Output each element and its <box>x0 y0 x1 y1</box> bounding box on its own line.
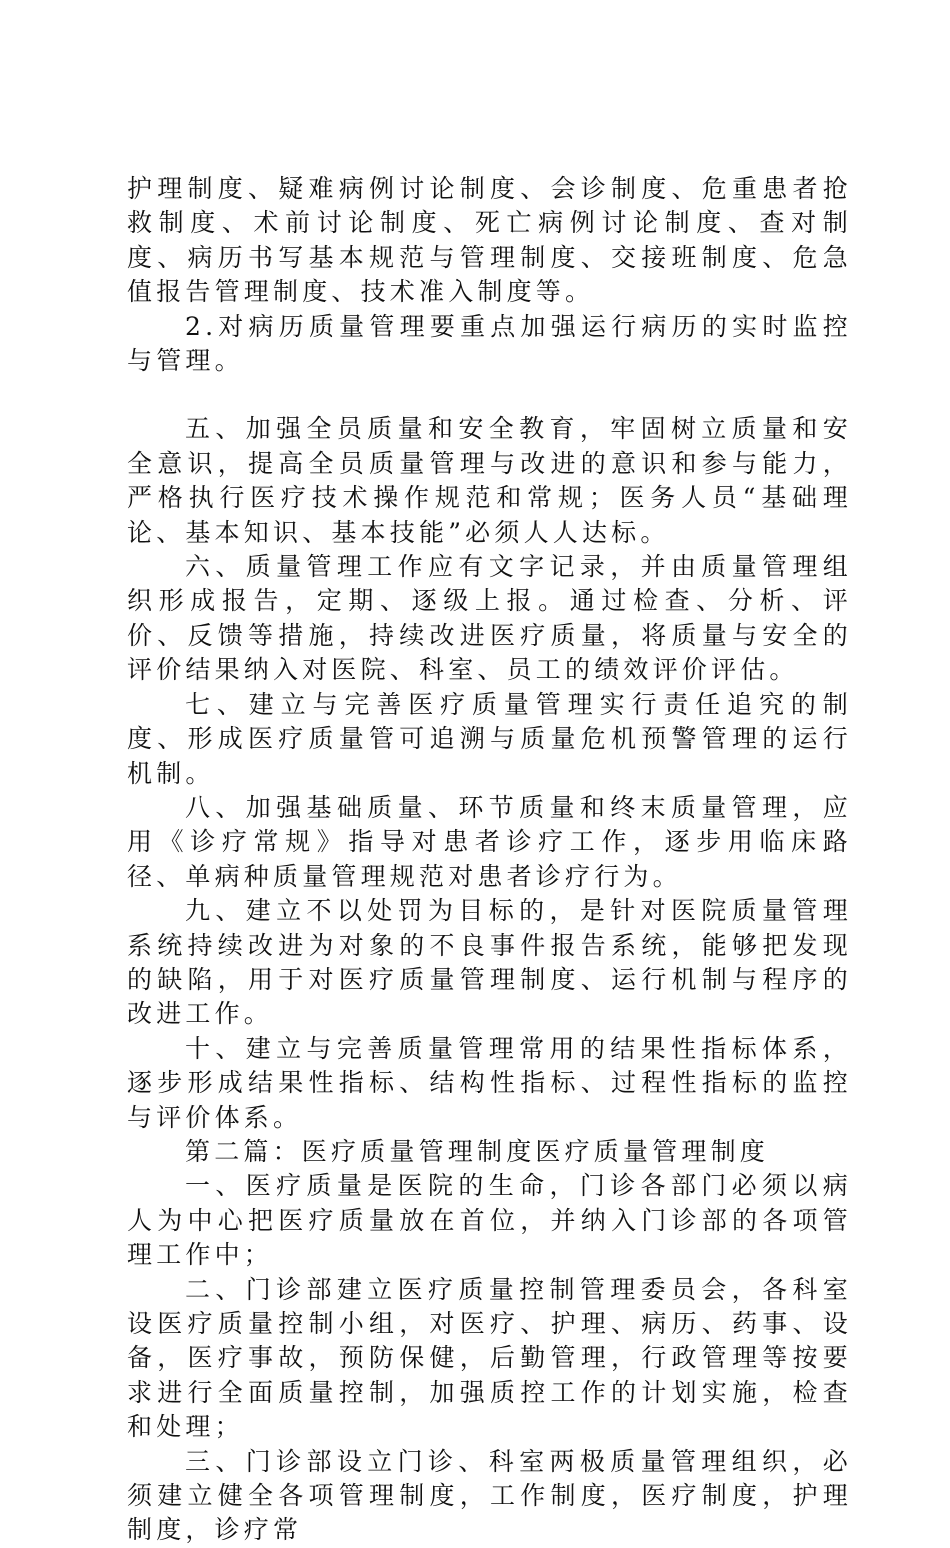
paragraph-item-2: 2.对病历质量管理要重点加强运行病历的实时监控与管理。 <box>127 311 852 376</box>
paragraph-part2-item-1: 一、医疗质量是医院的生命，门诊各部门必须以病人为中心把医疗质量放在首位，并纳入门诊部的各项管理工作中； <box>127 1171 852 1270</box>
paragraph-section-5: 五、加强全员质量和安全教育，牢固树立质量和安全意识，提高全员质量管理与改进的意识和参与能力，严格执行医疗技术操作规范和常规；医务人员“基础理论、基本知识、基本技能”必须人人达标。 <box>127 414 852 547</box>
chapter-heading-part-2: 第二篇：医疗质量管理制度医疗质量管理制度 <box>185 1136 770 1166</box>
paragraph-section-6: 六、质量管理工作应有文字记录，并由质量管理组织形成报告，定期、逐级上报。通过检查、分析、评价、反馈等措施，持续改进医疗质量，将质量与安全的评价结果纳入对医院、科室、员工的绩效评价评估。 <box>127 552 852 685</box>
paragraph-section-10: 十、建立与完善质量管理常用的结果性指标体系，逐步形成结果性指标、结构性指标、过程性指标的监控与评价体系。 <box>127 1033 852 1132</box>
paragraph-part2-item-2: 二、门诊部建立医疗质量控制管理委员会，各科室设医疗质量控制小组，对医疗、护理、病历、药事、设备，医疗事故，预防保健，后勤管理，行政管理等按要求进行全面质量控制，加强质控工作的计划实施，检查和处理； <box>127 1274 852 1442</box>
paragraph-section-7: 七、建立与完善医疗质量管理实行责任追究的制度、形成医疗质量管可追溯与质量危机预警管理的运行机制。 <box>127 689 852 788</box>
document-body <box>127 172 852 1548</box>
paragraph-part2-item-3: 三、门诊部设立门诊、科室两极质量管理组织，必须建立健全各项管理制度，工作制度，医疗制度，护理制度，诊疗常 <box>127 1446 852 1545</box>
paragraph-continued-systems-list: 护理制度、疑难病例讨论制度、会诊制度、危重患者抢救制度、术前讨论制度、死亡病例讨论制度、查对制度、病历书写基本规范与管理制度、交接班制度、危急值报告管理制度、技术准入制度等。 <box>127 174 852 307</box>
paragraph-section-9: 九、建立不以处罚为目标的，是针对医院质量管理系统持续改进为对象的不良事件报告系统，能够把发现的缺陷，用于对医疗质量管理制度、运行机制与程序的改进工作。 <box>127 896 852 1029</box>
paragraph-section-8: 八、加强基础质量、环节质量和终末质量管理，应用《诊疗常规》指导对患者诊疗工作，逐步用临床路径、单病种质量管理规范对患者诊疗行为。 <box>127 792 852 891</box>
